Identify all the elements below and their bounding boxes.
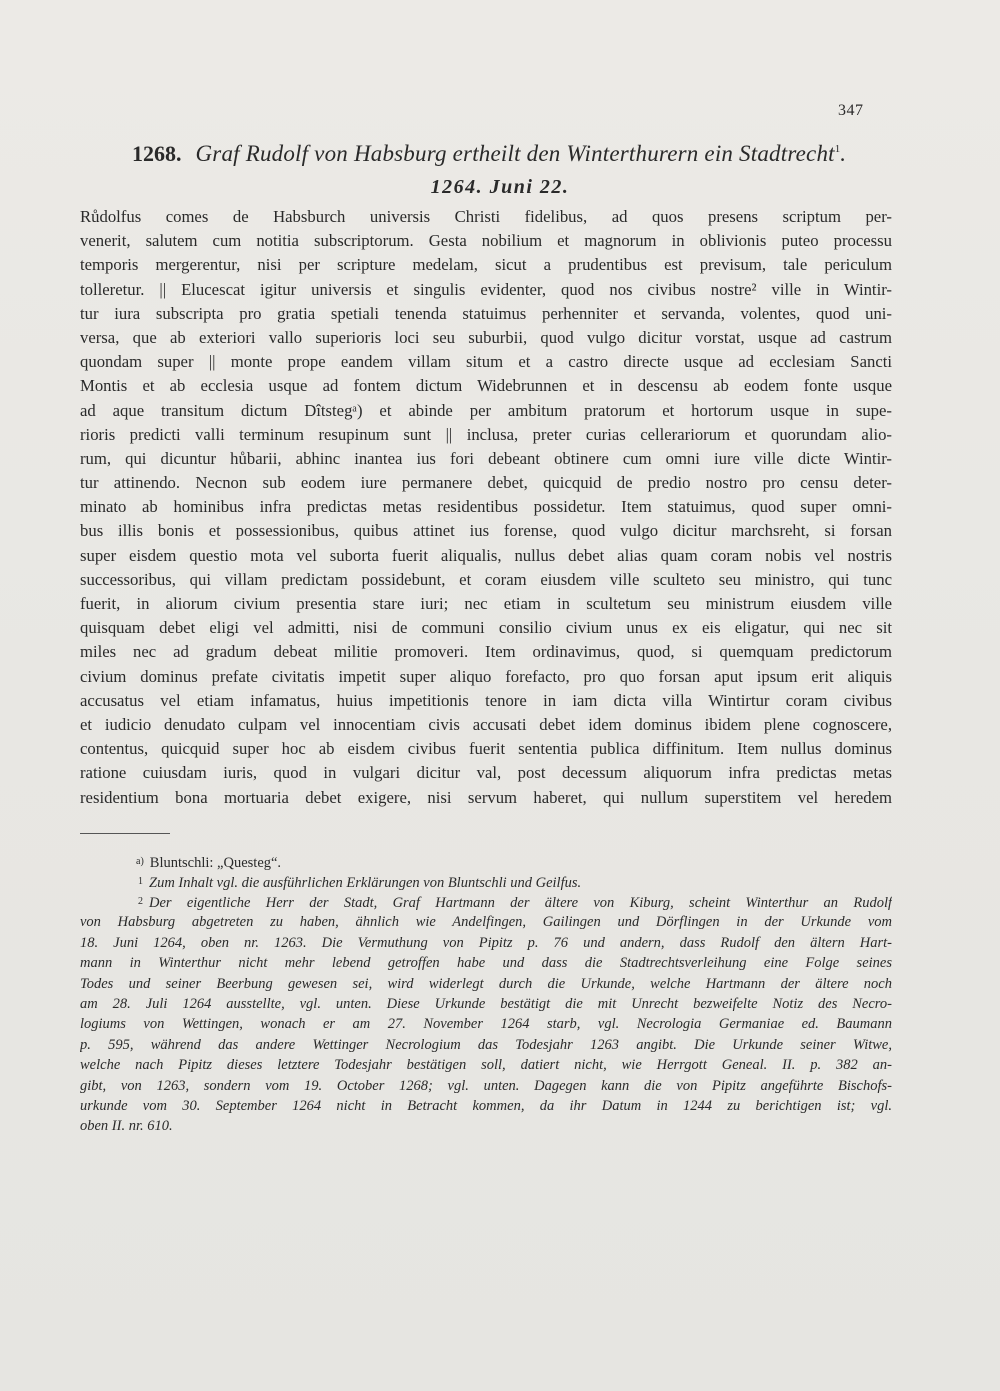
text-line: successoribus, qui villam predictam possidebunt, et coram eiusdem ville sculteto seu ministro, qui tunc — [80, 569, 892, 589]
text-line: accusatus vel etiam infamatus, huius impetitionis tenore in iam dicta villa Wintirtur coram civibus — [80, 690, 892, 710]
text-line: ratione cuiusdam iuris, quod in vulgari dicitur val, post decessum aliquorum infra predictas metas — [80, 763, 892, 783]
title-footnote-ref[interactable]: 1 — [834, 143, 841, 155]
charter-text — [80, 205, 892, 810]
footnote-2-line: urkunde vom 30. September 1264 nicht in Betracht kommen, da ihr Datum in 1244 zu berichtigen ist; vgl. — [80, 1097, 892, 1114]
footnotes — [80, 852, 892, 1137]
text-line: temporis mergerentur, nisi per scripture medelam, sicut a prudentibus est previsum, tale periculum — [80, 255, 892, 275]
text-line: et iudicio denudato culpam vel innocentiam civis accusati debet idem dominus ibidem plene cognoscere, — [80, 714, 892, 734]
text-line: ad aque transitum dictum Dîtstegᵃ) et abinde per ambitum pratorum et hortorum usque in supe- — [80, 400, 892, 420]
text-line: minato ab hominibus infra predictas metas residentibus possidetur. Item statuimus, quod super omni- — [80, 497, 892, 517]
text-line: quondam super || monte prope eandem villam situm et a castro directe usque ad ecclesiam Sancti — [80, 352, 892, 372]
text-line: tolleretur. || Elucescat igitur universis et singulis evidenter, quod nos civibus nostre² ville in Wintir- — [80, 279, 892, 299]
footnote-a — [80, 852, 892, 872]
text-line: fuerit, in aliorum civium presentia stare iuri; nec etiam in scultetum seu ministrum eiusdem ville — [80, 594, 892, 613]
document-title: Graf Rudolf von Habsburg ertheilt den Winterthurern ein Stadtrecht — [195, 141, 835, 166]
text-line: tur iura subscripta pro gratia spetiali tenenda statuimus perhenniter et servanda, volentes, quod uni- — [80, 303, 892, 323]
footnote-2-mark: 2 — [138, 896, 143, 907]
document-number: 1268. — [132, 141, 182, 166]
footnote-a-mark: a) — [136, 856, 144, 867]
text-line: residentium bona mortuaria debet exigere, nisi servum haberet, qui nullum superstitem vel heredem — [80, 787, 892, 807]
footnote-2-line: von Habsburg abgetreten zu haben, ähnlich wie Andelfingen, Gailingen und Dörflingen in der Urkunde vom — [80, 914, 892, 931]
text-line: Růdolfus comes de Habsburch universis Christi fidelibus, ad quos presens scriptum per- — [80, 207, 892, 226]
text-line: miles nec ad gradum debeat militie promoveri. Item ordinavimus, quod, si quemquam predictorum — [80, 642, 892, 662]
footnote-2-line: p. 595, während das andere Wettinger Necrologium das Todesjahr 1263 angibt. Die Urkunde seiner Witwe, — [80, 1036, 892, 1053]
title-end-punct: . — [840, 141, 847, 166]
text-line: venerit, salutem cum notitia subscriptorum. Gesta nobilium et magnorum in oblivionis puteo processu — [80, 231, 892, 251]
text-line: bus illis bonis et possessionibus, quibus attinet ius forense, quod vulgo dicitur marchsreht, si forsan — [80, 521, 892, 541]
text-line: quisquam debet eligi vel admitti, nisi de communi consilio civium unus ex eis eligatur, qui nec sit — [80, 618, 892, 638]
footnote-2-line: oben II. nr. 610. — [80, 1118, 173, 1135]
document-date: 1264. Juni 22. — [430, 176, 570, 198]
footnote-2-text: Der eigentliche Herr der Stadt, Graf Hartmann der ältere von Kiburg, scheint Winterthur an Rudolf — [149, 895, 892, 911]
footnote-2-line: mann in Winterthur nicht mehr lebend getroffen habe und dass die Stadtrechtsverleihung eine Folge seines — [80, 955, 892, 972]
text-line: contentus, quicquid super hoc ab eisdem civibus fuerit sententia publica diffinitum. Item nullus dominus — [80, 739, 892, 759]
page-number: 347 — [838, 102, 864, 119]
footnote-1 — [80, 872, 892, 892]
footnote-a-text: Bluntschli: „Questeg“. — [149, 855, 282, 871]
footnote-1-mark: 1 — [138, 876, 143, 887]
text-line: Montis et ab ecclesia usque ad fontem dictum Widebrunnen et in descensu ab eodem fonte usque — [80, 376, 892, 396]
text-line: versa, que ab exteriori vallo superioris loci seu suburbii, quod vulgo dicitur vorstat, usque ad castrum — [80, 327, 892, 347]
footnote-2-line: Todes und seiner Beerbung gewesen sei, wird widerlegt durch die Urkunde, welche Hartmann der ältere noch — [80, 975, 892, 992]
text-line: rum, qui dicuntur hůbarii, abhinc inantea ius fori debeant obtinere cum omni iure ville dicte Wintir- — [80, 448, 892, 468]
text-line: civium dominus prefate civitatis impetit super aliquo forefacto, pro quo forsan aput ipsum erit aliquis — [80, 666, 892, 686]
footnote-2-line: gibt, von 1263, sondern vom 19. October 1268; vgl. unten. Dagegen kann die von Pipitz angeführte Bischofs- — [80, 1077, 892, 1094]
text-line: super eisdem questio mota vel suborta fuerit aliqualis, nullus debet alias quam coram nobis vel nostris — [80, 545, 892, 565]
document-heading — [132, 141, 912, 167]
footnote-1-text: Zum Inhalt vgl. die ausführlichen Erklärungen von Bluntschli und Geilfus. — [149, 875, 582, 891]
text-line: tur attinendo. Necnon sub eodem iure permanere debet, quicquid de predio nostro pro censu deter- — [80, 473, 892, 493]
footnote-2-line: welche nach Pipitz dieses letztere Todesjahr bestätigen soll, datiert nicht, wie Herrgott Geneal. II. p. 382 an- — [80, 1057, 892, 1074]
text-line: rioris predicti valli terminum resupinum sunt || inclusa, preter curias cellerariorum et quorundam alio- — [80, 424, 892, 444]
footnote-2-line: am 28. Juli 1264 ausstellte, vgl. unten. Diese Urkunde bestätigt die mit Unrecht bezweifelte Notiz des Necro- — [80, 995, 892, 1012]
footnote-2-line: logiums von Wettingen, wonach er am 27. November 1264 starb, vgl. Necrologia Germaniae ed. Baumann — [80, 1016, 892, 1033]
footnote-2-line: 18. Juni 1264, oben nr. 1263. Die Vermuthung von Pipitz p. 76 und andern, dass Rudolf den ältern Hart- — [80, 934, 892, 951]
footnote-divider — [80, 833, 170, 834]
footnote-2-line — [80, 892, 892, 912]
